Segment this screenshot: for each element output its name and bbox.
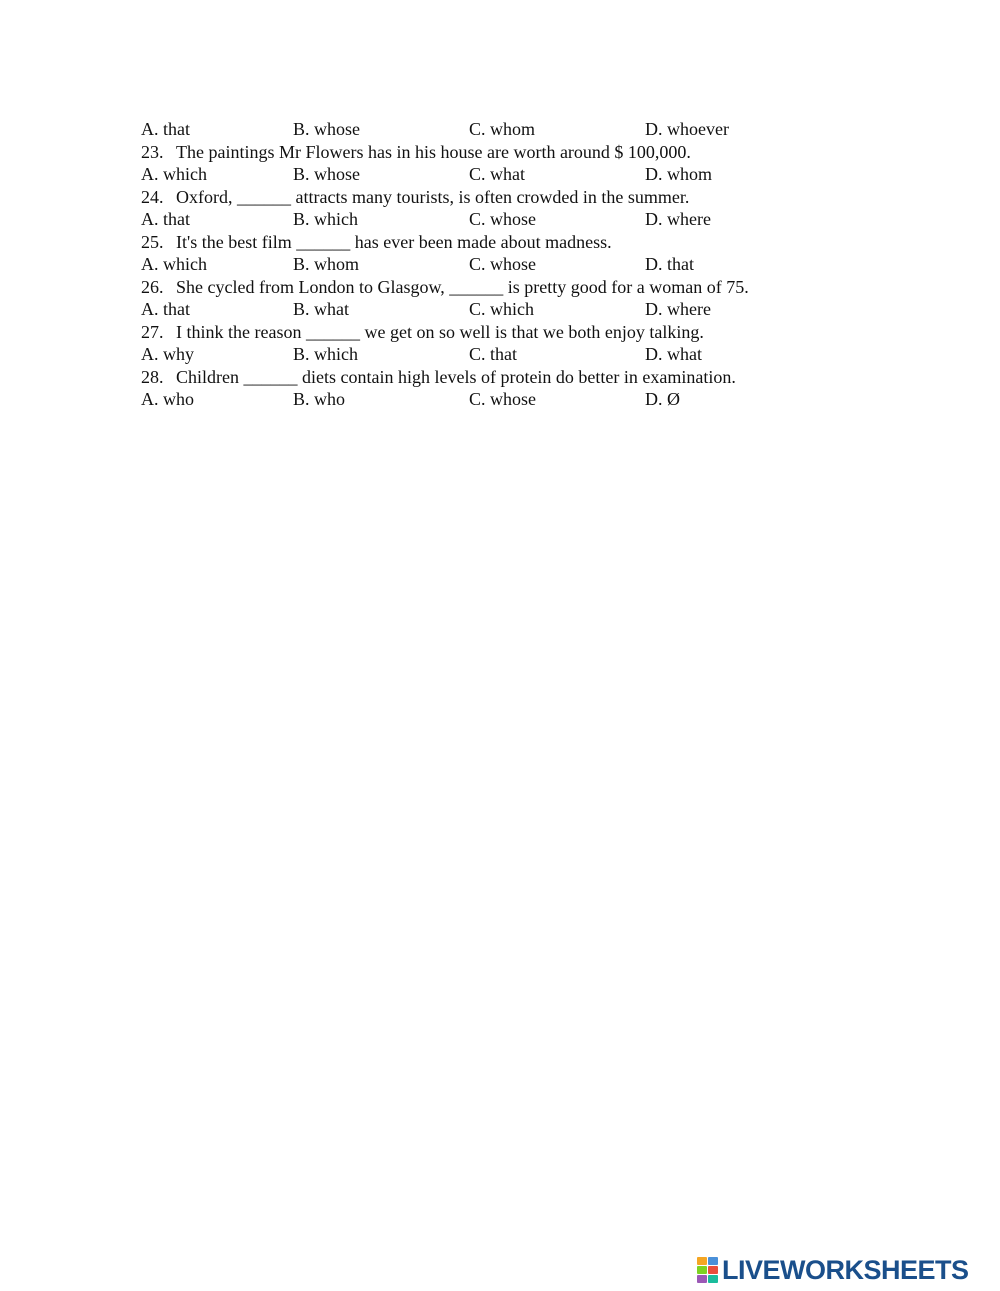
option-c[interactable]: C. which [469, 299, 534, 319]
option-c[interactable]: C. whose [469, 254, 536, 274]
options-row-q26 [141, 298, 901, 321]
option-b[interactable]: B. which [293, 344, 358, 364]
question-26 [141, 276, 901, 299]
question-number: 23. [141, 141, 164, 162]
worksheet-content [141, 118, 901, 411]
question-text: Oxford, ______ attracts many tourists, is often crowded in the summer. [176, 186, 690, 207]
option-d[interactable]: D. where [645, 209, 711, 229]
logo-block [697, 1257, 707, 1265]
option-b[interactable]: B. whose [293, 164, 360, 184]
options-row-q28 [141, 388, 901, 411]
option-a[interactable]: A. which [141, 164, 207, 184]
question-text: I think the reason ______ we get on so well is that we both enjoy talking. [176, 321, 704, 342]
option-b[interactable]: B. which [293, 209, 358, 229]
question-text: The paintings Mr Flowers has in his house are worth around $ 100,000. [176, 141, 691, 162]
options-row-q27 [141, 343, 901, 366]
option-d[interactable]: D. whoever [645, 119, 729, 139]
question-25 [141, 231, 901, 254]
option-c[interactable]: C. whose [469, 389, 536, 409]
question-27 [141, 321, 901, 344]
liveworksheets-logo-icon [697, 1257, 719, 1283]
option-c[interactable]: C. whose [469, 209, 536, 229]
question-number: 28. [141, 366, 164, 387]
option-d[interactable]: D. whom [645, 164, 712, 184]
logo-block [708, 1257, 718, 1265]
liveworksheets-wordmark: LIVEWORKSHEETS [722, 1254, 969, 1285]
logo-block [708, 1266, 718, 1274]
option-c[interactable]: C. that [469, 344, 517, 364]
options-row-q24 [141, 208, 901, 231]
option-a[interactable]: A. that [141, 119, 190, 139]
logo-block [697, 1275, 707, 1283]
option-b[interactable]: B. whose [293, 119, 360, 139]
question-number: 24. [141, 186, 164, 207]
option-c[interactable]: C. what [469, 164, 525, 184]
option-a[interactable]: A. why [141, 344, 194, 364]
liveworksheets-brand [697, 1255, 969, 1285]
option-d[interactable]: D. that [645, 254, 694, 274]
question-number: 27. [141, 321, 164, 342]
option-a[interactable]: A. that [141, 299, 190, 319]
question-text: Children ______ diets contain high levels of protein do better in examination. [176, 366, 736, 387]
question-text: It's the best film ______ has ever been made about madness. [176, 231, 612, 252]
question-number: 26. [141, 276, 164, 297]
option-d[interactable]: D. where [645, 299, 711, 319]
logo-block [697, 1266, 707, 1274]
question-23 [141, 141, 901, 164]
option-a[interactable]: A. who [141, 389, 194, 409]
question-24 [141, 186, 901, 209]
option-b[interactable]: B. whom [293, 254, 360, 274]
option-a[interactable]: A. which [141, 254, 207, 274]
options-row-q23 [141, 163, 901, 186]
option-a[interactable]: A. that [141, 209, 190, 229]
option-d[interactable]: D. what [645, 344, 702, 364]
question-28 [141, 366, 901, 389]
option-b[interactable]: B. what [293, 299, 349, 319]
option-c[interactable]: C. whom [469, 119, 536, 139]
option-b[interactable]: B. who [293, 389, 346, 409]
logo-block [708, 1275, 718, 1283]
question-text: She cycled from London to Glasgow, ______ is pretty good for a woman of 75. [176, 276, 749, 297]
options-row-q22 [141, 118, 901, 141]
options-row-q25 [141, 253, 901, 276]
option-d[interactable]: D. Ø [645, 389, 680, 409]
question-number: 25. [141, 231, 164, 252]
